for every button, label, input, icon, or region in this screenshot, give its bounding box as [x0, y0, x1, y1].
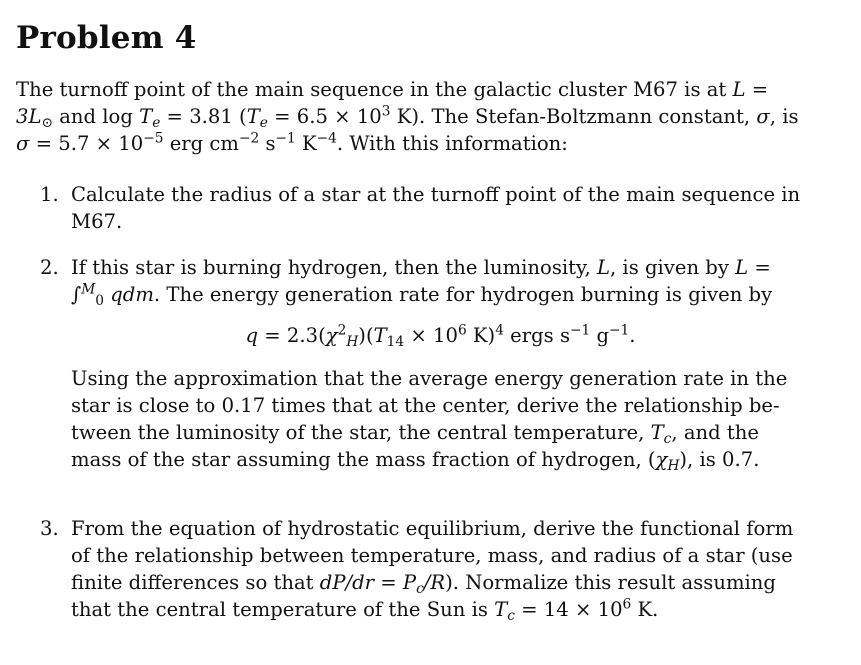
equation-part: = 2.3(: [258, 324, 326, 347]
math-chi-subscript: H: [346, 334, 359, 351]
math-luminosity: L: [735, 256, 749, 279]
item-number: 1.: [40, 183, 59, 206]
math-q: q: [245, 324, 259, 347]
problem-intro: [16, 76, 806, 157]
math-t-subscript: c: [663, 431, 672, 448]
math-qdm: qdm: [104, 283, 154, 306]
intro-text-11: . With this information:: [336, 132, 568, 155]
equation-part: .: [629, 324, 636, 347]
intro-math-te-sub: e: [152, 115, 161, 132]
math-r: /R: [423, 571, 446, 594]
intro-text-5: K). The Stefan-Boltzmann constant,: [390, 105, 757, 128]
intro-text-8: erg cm: [163, 132, 239, 155]
item-text: =: [374, 571, 403, 594]
list-item: [40, 254, 810, 473]
math-chi: χ: [655, 448, 668, 471]
math-t-subscript: 14: [386, 334, 405, 351]
math-chi-exponent: 2: [337, 322, 347, 339]
math-t-subscript: c: [507, 608, 515, 625]
item-text: [71, 515, 810, 623]
item-text: = 14 × 10: [514, 598, 623, 621]
integral-lower-limit: 0: [95, 293, 105, 310]
math-luminosity: L: [596, 256, 610, 279]
item-text: Calculate the radius of a star at the turnoff point of the main sequence in M67.: [71, 183, 801, 233]
intro-math-sigma: σ: [756, 105, 770, 128]
math-dpdr: dP/dr: [319, 571, 375, 594]
equation-exponent: −1: [609, 322, 630, 339]
intro-text-10: K: [295, 132, 317, 155]
math-t: T: [373, 324, 387, 347]
equation-part: × 10: [404, 324, 458, 347]
problem-title: Problem 4: [16, 20, 197, 56]
intro-text-7: = 5.7 × 10: [29, 132, 144, 155]
item-number: 3.: [40, 517, 59, 540]
intro-math-te: T: [139, 105, 153, 128]
intro-text-1: The turnoff point of the main sequence in the galactic cluster M67 is at: [16, 78, 733, 101]
item-text: K.: [631, 598, 659, 621]
item-text: If this star is burning hydrogen, then the luminosity,: [71, 256, 597, 279]
equation-part: ergs s: [503, 324, 571, 347]
equation-exponent: 6: [457, 322, 467, 339]
item-number: 2.: [40, 256, 59, 279]
intro-math-sigma-2: σ: [16, 132, 30, 155]
equation-exponent: −1: [570, 322, 591, 339]
equation-part: )(: [358, 324, 374, 347]
item-paragraph: [71, 254, 810, 308]
math-t: T: [494, 598, 508, 621]
intro-text-2: and log: [52, 105, 140, 128]
item-text: . The energy generation rate for hydrogen burning is given by: [153, 283, 773, 306]
item-text: From the equation of hydrostatic equilibrium, derive the functional form of the relationship between temperature, mass, and radius of a star (use finite differences so that: [71, 517, 794, 594]
integral-symbol: = ∫: [71, 256, 771, 306]
item-text: , is given by: [609, 256, 736, 279]
sun-symbol: ⊙: [41, 115, 53, 132]
list-item: [40, 515, 810, 623]
integral-upper-limit: M: [81, 281, 96, 298]
item-text: ). Normalize this result assuming that the central temperature of the Sun is: [71, 571, 776, 621]
math-p: P: [402, 571, 417, 594]
energy-generation-equation: [71, 322, 810, 349]
intro-exp-neg1: −1: [275, 130, 296, 147]
math-p-subscript: c: [416, 581, 424, 598]
intro-exp-3: 3: [381, 103, 391, 120]
intro-math-luminosity: L = 3L: [16, 78, 769, 128]
math-chi-subscript: H: [667, 458, 680, 475]
intro-text-9: s: [259, 132, 276, 155]
math-t: T: [650, 421, 664, 444]
intro-exp-neg4: −4: [316, 130, 337, 147]
intro-exp-neg5: −5: [143, 130, 164, 147]
item-paragraph: [71, 365, 810, 473]
equation-exponent: 6: [622, 596, 632, 613]
intro-math-te-2: T: [246, 105, 260, 128]
intro-exp-neg2: −2: [238, 130, 260, 147]
equation-part: g: [590, 324, 610, 347]
math-chi: χ: [325, 324, 338, 347]
intro-text-3: = 3.81 (: [160, 105, 247, 128]
equation-part: K): [466, 324, 496, 347]
equation-exponent: 4: [495, 322, 504, 339]
intro-text-6: , is: [769, 105, 799, 128]
intro-text-4: = 6.5 × 10: [267, 105, 382, 128]
intro-math-te-2-sub: e: [259, 115, 268, 132]
list-item: [40, 181, 810, 235]
item-text: ), is 0.7.: [679, 448, 760, 471]
item-text: , and the mass of the star assuming the mass fraction of hydrogen, (: [71, 421, 759, 471]
item-text: Using the approximation that the average energy generation rate in the star is close to 0.17 times that at the center, derive the relationship be- tween the luminosity of the star, the central temperature,: [71, 367, 788, 444]
